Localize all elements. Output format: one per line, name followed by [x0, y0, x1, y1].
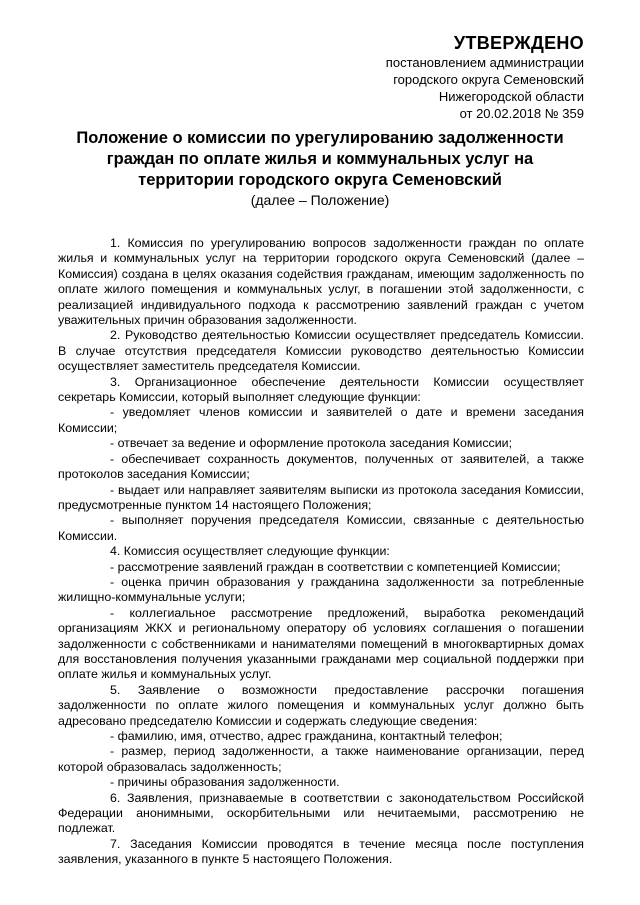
approval-line: постановлением администрации	[385, 55, 584, 70]
document-subtitle: (далее – Положение)	[250, 192, 390, 208]
list-item: - рассмотрение заявлений граждан в соответствии с компетенцией Комиссии;	[110, 559, 561, 574]
list-item: - выдает или направляет заявителям выписки из протокола заседания Комиссии, предусмотренные пунктом 14 настоящего Положения;	[58, 482, 584, 512]
paragraph-5: 5. Заявление о возможности предоставление рассрочки погашения задолженности по оплате жилого помещения и коммунальных услуг должно быть адресовано председателю Комиссии и содержать следующие сведения:	[58, 682, 584, 728]
list-item: - размер, период задолженности, а также наименование организации, перед которой образовалась задолженность;	[58, 744, 584, 774]
list-item: - оценка причин образования у гражданина задолженности за потребленные жилищно-коммунальные услуги;	[58, 574, 584, 605]
list-item: - обеспечивает сохранность документов, полученных от заявителей, а также протоколов заседания Комиссии;	[58, 451, 584, 482]
paragraph-6: 6. Заявления, признаваемые в соответствии с законодательством Российской Федерации анонимными, оскорбительными или нечитаемыми, рассмотрению не подлежат.	[58, 790, 584, 836]
document-body	[58, 236, 584, 868]
list-item: - отвечает за ведение и оформление протокола заседания Комиссии;	[110, 436, 513, 451]
list-item: - уведомляет членов комиссии и заявителей о дате и времени заседания Комиссии;	[58, 405, 584, 435]
list-item: - выполняет поручения председателя Комиссии, связанные с деятельностью Комиссии.	[58, 513, 584, 543]
paragraph-7: 7. Заседания Комиссии проводятся в течение месяца после поступления заявления, указанного в пункте 5 настоящего Положения.	[58, 836, 584, 867]
paragraph-3: 3. Организационное обеспечение деятельности Комиссии осуществляет секретарь Комиссии, который выполняет следующие функции:	[58, 374, 584, 405]
approval-title: УТВЕРЖДЕНО	[453, 33, 584, 53]
paragraph-4: 4. Комиссия осуществляет следующие функции:	[110, 544, 390, 559]
paragraph-1: 1. Комиссия по урегулированию вопросов задолженности граждан по оплате жилья и коммунальных услуг на территории городского округа Семеновский (далее – Комиссия) создана в целях оказания содействия гражданам, имеющим задолженность по оплате жилого помещения и коммунальных услуг, в погашении этой задолженности, с реализацией индивидуального подхода к рассмотрению заявлений граждан с учетом уважительных причин образования задолженности.	[58, 236, 584, 328]
approval-line: городского округа Семеновский	[393, 72, 584, 87]
list-item: - фамилию, имя, отчество, адрес гражданина, контактный телефон;	[110, 729, 503, 743]
list-item: - причины образования задолженности.	[110, 775, 340, 790]
approval-date-line: от 20.02.2018 № 359	[459, 106, 584, 121]
document-title: Положение о комиссии по урегулированию задолженности граждан по оплате жилья и коммунальных услуг на территории городского округа Семеновский	[76, 129, 564, 189]
paragraph-2: 2. Руководство деятельностью Комиссии осуществляет председатель Комиссии. В случае отсутствия председателя Комиссии руководство деятельностью Комиссии осуществляет заместитель председателя Комиссии.	[58, 328, 584, 374]
approval-block	[386, 32, 584, 122]
list-item: - коллегиальное рассмотрение предложений, выработка рекомендаций организациям ЖКХ и региональному оператору об условиях соглашения о погашении задолженности с собственниками и нанимателями помещений в многоквартирных домах для восстановления получения указанными гражданами мер социальной поддержки при оплате жилья и коммунальных услуг.	[58, 605, 584, 682]
approval-line: Нижегородской области	[438, 89, 584, 104]
